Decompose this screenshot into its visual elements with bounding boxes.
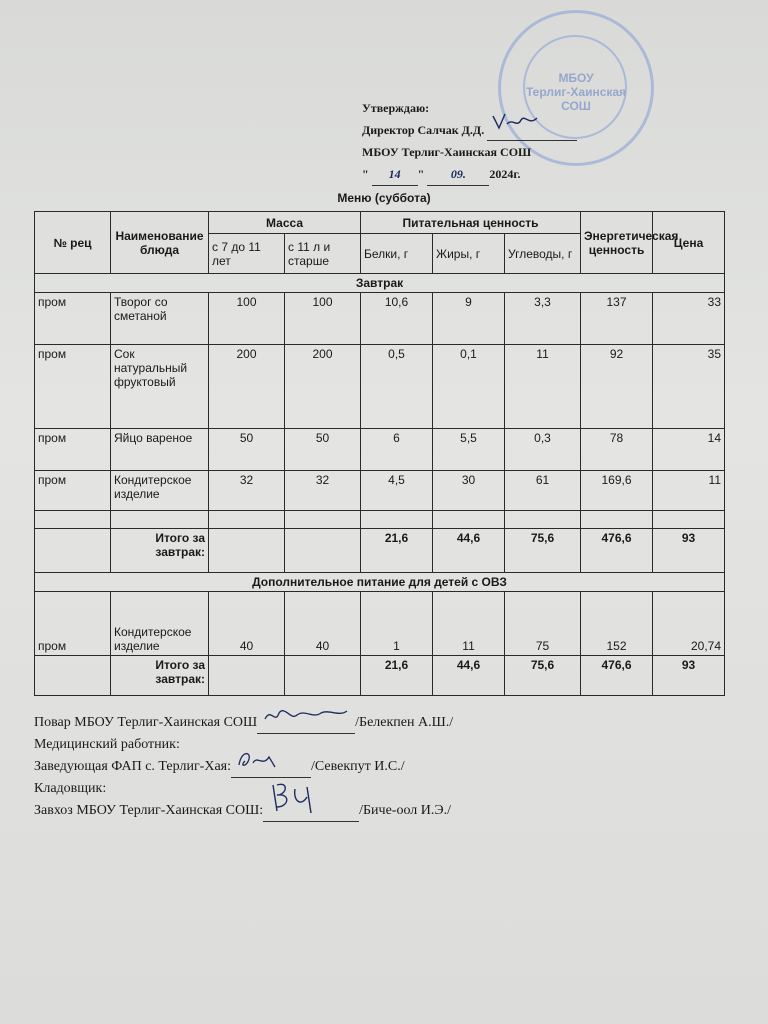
supply-line: Завхоз МБОУ Терлиг-Хаинская СОШ: /Биче-оол И.Э./ [34,800,453,822]
director-name: Директор Салчак Д.Д. [362,123,485,137]
header-mass-7-11: с 7 до 11 лет [209,234,285,274]
fap-signature-line [231,761,311,778]
header-price: Цена [653,212,725,274]
table-row: пром Кондитерское изделие 32 32 4,5 30 61 169,6 11 [35,471,725,511]
signatures-block [34,712,453,822]
header-nutrition: Питательная ценность [361,212,581,234]
header-name: Наименование блюда [111,212,209,274]
fap-line: Заведующая ФАП с. Терлиг-Хая: /Севекпут И.С./ [34,756,453,778]
cook-signature-line [257,717,355,734]
medic-line: Медицинский работник: [34,737,180,752]
table-row: пром Кондитерское изделие 40 40 1 11 75 152 20,74 [35,592,725,656]
table-row: пром Сок натуральный фруктовый 200 200 0,5 0,1 11 92 35 [35,345,725,429]
director-signature-icon [491,110,541,134]
supply-signature-line [263,805,359,822]
header-carbs: Углеводы, г [505,234,581,274]
approval-director [362,119,577,141]
ovz-total-row: Итого за завтрак: 21,6 44,6 75,6 476,6 93 [35,656,725,696]
section-breakfast: Завтрак [35,274,725,293]
stamp-line-3: СОШ [561,99,591,113]
cook-signature-icon [261,703,351,729]
header-protein: Белки, г [361,234,433,274]
header-mass-11: с 11 л и старше [285,234,361,274]
table-row: пром Творог со сметаной 100 100 10,6 9 3,3 137 33 [35,293,725,345]
table-row-empty [35,511,725,529]
date-month: 09. [427,163,489,186]
table-row: пром Яйцо вареное 50 50 6 5,5 0,3 78 14 [35,429,725,471]
supply-signature-icon [267,777,327,817]
menu-title: Меню (суббота) [337,191,431,205]
approval-school: МБОУ Терлиг-Хаинская СОШ [362,145,532,159]
header-energy: Энергетическая ценность [581,212,653,274]
date-day: 14 [372,163,418,186]
date-year: 2024г. [489,167,521,181]
stamp-line-2: Терлиг-Хаинская [525,85,627,99]
storekeeper-line: Кладовщик: [34,781,107,796]
cook-line: Повар МБОУ Терлиг-Хаинская СОШ /Белекпен А.Ш./ [34,712,453,734]
approval-title: Утверждаю: [362,101,430,115]
header-mass: Масса [209,212,361,234]
director-signature-line [487,124,577,141]
approval-block [362,97,577,186]
fap-signature-icon [235,747,295,773]
header-fat: Жиры, г [433,234,505,274]
menu-table [34,211,725,696]
header-rec: № рец [35,212,111,274]
stamp-line-1: МБОУ [558,71,594,85]
breakfast-total-row: Итого за завтрак: 21,6 44,6 75,6 476,6 93 [35,529,725,573]
approval-date: " 14 " 09. 2024г. [362,163,577,186]
section-ovz: Дополнительное питание для детей с ОВЗ [35,573,725,592]
